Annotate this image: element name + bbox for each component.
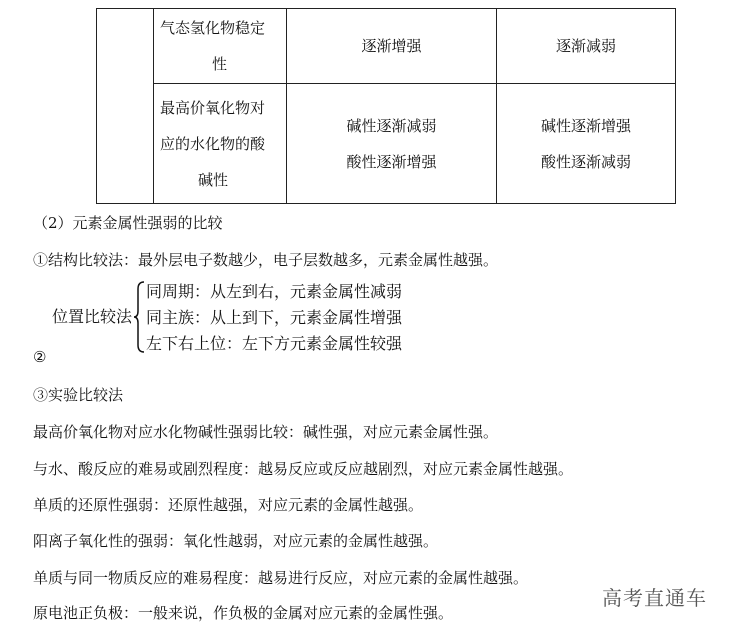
- comparison-table: [96, 8, 676, 204]
- position-rule: 同周期：从左到右，元素金属性减弱: [146, 282, 403, 301]
- cell-text: 碱性: [198, 170, 229, 189]
- detail-line: 单质的还原性强弱：还原性越强，对应元素的金属性越强。: [33, 496, 424, 514]
- cell-text: 应的水化物的酸: [160, 134, 266, 153]
- position-rule: 同主族：从上到下，元素金属性增强: [146, 308, 403, 327]
- detail-line: 与水、酸反应的难易或剧烈程度：越易反应或反应越剧烈，对应元素金属性越强。: [33, 460, 574, 478]
- detail-line: 原电池正负极：一般来说，作负极的金属对应元素的金属性强。: [33, 604, 454, 622]
- item2-marker: ②: [33, 348, 47, 366]
- section-heading: （2）元素金属性强弱的比较: [33, 214, 223, 232]
- watermark: 高考直通车: [602, 586, 707, 610]
- cell-text: 碱性逐渐增强: [540, 116, 631, 135]
- experiment-method: ③实验比较法: [33, 386, 124, 404]
- property-cell: [154, 84, 287, 204]
- structure-method: ①结构比较法：最外层电子数越少，电子层数越多，元素金属性越强。: [33, 251, 499, 269]
- value-cell: [497, 84, 676, 204]
- cell-text: 气态氢化物稳定: [160, 19, 266, 37]
- detail-line: 单质与同一物质反应的难易程度：越易进行反应，对应元素的金属性越强。: [33, 569, 529, 587]
- merged-left-cell: [97, 9, 154, 204]
- cell-text: 碱性逐渐减弱: [346, 116, 437, 135]
- value-cell: [287, 9, 497, 84]
- position-method-label: 位置比较法: [52, 307, 133, 326]
- cell-text: 逐渐增强: [361, 37, 422, 55]
- table-row: [97, 9, 676, 84]
- value-cell: [497, 9, 676, 84]
- cell-text: 逐渐减弱: [555, 37, 616, 55]
- cell-text: 性: [212, 55, 228, 73]
- brace-icon: [134, 281, 146, 353]
- table-row: [97, 84, 676, 204]
- cell-text: 酸性逐渐增强: [346, 152, 437, 171]
- cell-text: 酸性逐渐减弱: [540, 152, 631, 171]
- detail-line: 最高价氧化物对应水化物碱性强弱比较：碱性强，对应元素金属性强。: [33, 423, 499, 441]
- property-cell: [154, 9, 287, 84]
- cell-text: 最高价氧化物对: [160, 98, 266, 117]
- position-rule: 左下右上位：左下方元素金属性较强: [146, 334, 403, 353]
- detail-line: 阳离子氧化性的强弱：氧化性越弱，对应元素的金属性越强。: [33, 532, 439, 550]
- value-cell: [287, 84, 497, 204]
